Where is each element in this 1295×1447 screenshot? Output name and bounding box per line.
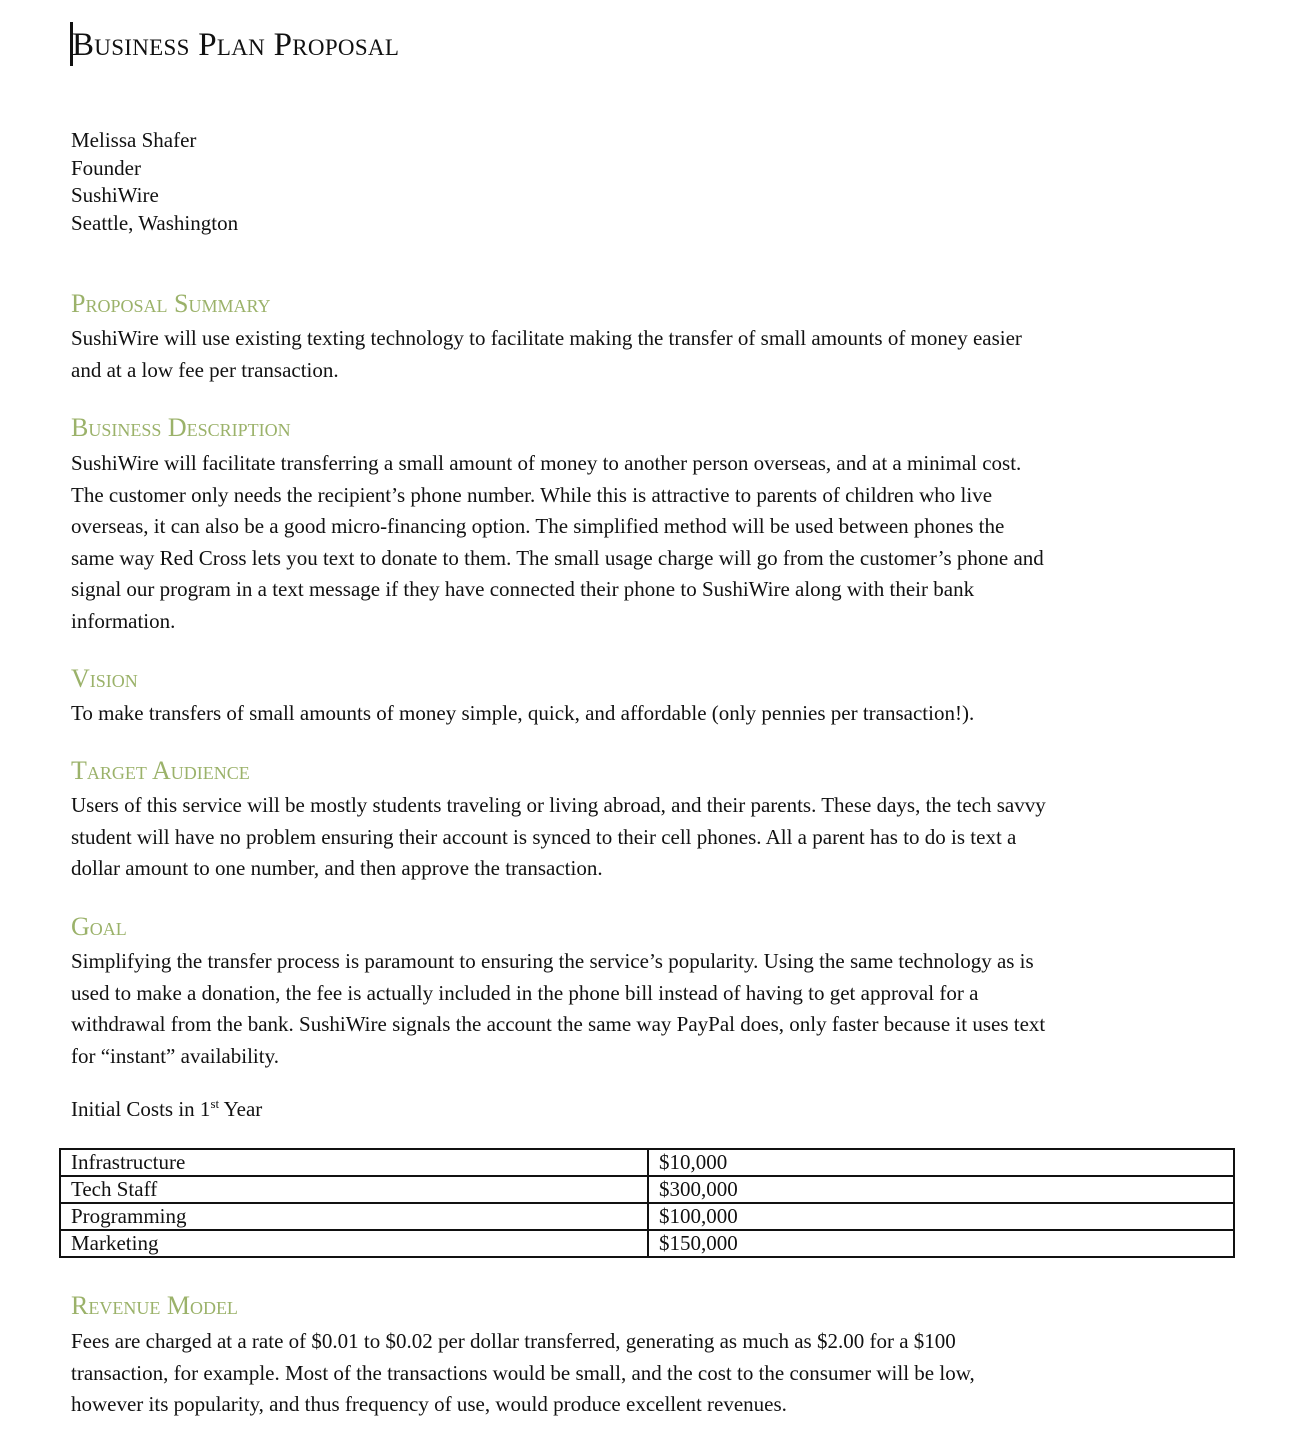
text-line: information. xyxy=(71,608,176,633)
paragraph-vision[interactable] xyxy=(71,698,1231,730)
paragraph-business-description[interactable] xyxy=(71,448,1231,638)
text-line: student will have no problem ensuring their account is synced to their cell phones. All a parent has to do is text a xyxy=(71,824,1017,849)
contact-company[interactable]: SushiWire xyxy=(71,183,159,207)
text-line: Users of this service will be mostly students traveling or living abroad, and their parents. These days, the tech savvy xyxy=(71,793,1046,817)
contact-location[interactable]: Seattle, Washington xyxy=(71,210,239,235)
paragraph-goal[interactable] xyxy=(71,946,1231,1072)
contact-block xyxy=(71,127,238,237)
costs-label-prefix: Initial Costs in 1 xyxy=(71,1097,211,1121)
text-line: however its popularity, and thus frequency of use, would produce excellent revenues. xyxy=(71,1392,787,1417)
text-line: transaction, for example. Most of the transactions would be small, and the cost to the consumer will be low, xyxy=(71,1360,975,1385)
costs-label-suffix: Year xyxy=(219,1097,263,1121)
text-line: Simplifying the transfer process is paramount to ensuring the service’s popularity. Using the same technology as is xyxy=(71,949,1034,973)
costs-label-superscript: st xyxy=(210,1096,220,1111)
costs-table xyxy=(59,1148,1235,1258)
heading-business-description[interactable]: Business Description xyxy=(71,413,291,442)
costs-label[interactable] xyxy=(71,1095,262,1123)
heading-proposal-summary[interactable]: Proposal Summary xyxy=(71,289,271,318)
cost-item-cell[interactable]: Infrastructure xyxy=(60,1149,648,1176)
contact-role[interactable]: Founder xyxy=(71,155,141,180)
heading-goal[interactable]: Goal xyxy=(71,912,127,941)
text-line: signal our program in a text message if they have connected their phone to SushiWire along with their bank xyxy=(71,577,975,602)
cost-amount-cell[interactable]: $150,000 xyxy=(648,1230,1234,1257)
cost-amount-cell[interactable]: $100,000 xyxy=(648,1203,1234,1230)
cost-item-cell[interactable]: Programming xyxy=(60,1203,648,1230)
text-line: withdrawal from the bank. SushiWire signals the account the same way PayPal does, only faster because it uses text xyxy=(71,1012,1046,1037)
text-line: dollar amount to one number, and then approve the transaction. xyxy=(71,856,603,881)
text-line: SushiWire will facilitate transferring a small amount of money to another person overseas, and at a minimal cost. xyxy=(71,451,1022,475)
paragraph-revenue-model[interactable] xyxy=(71,1326,1231,1421)
text-line: The customer only needs the recipient’s phone number. While this is attractive to parents of children who live xyxy=(71,482,993,507)
text-line: and at a low fee per transaction. xyxy=(71,357,339,382)
heading-target-audience[interactable]: Target Audience xyxy=(71,756,250,785)
text-line: for “instant” availability. xyxy=(71,1043,279,1068)
contact-name[interactable]: Melissa Shafer xyxy=(71,128,197,152)
text-line: same way Red Cross lets you text to donate to them. The small usage charge will go from the customer’s phone and xyxy=(71,545,1044,570)
cost-amount-cell[interactable]: $300,000 xyxy=(648,1176,1234,1203)
paragraph-proposal-summary[interactable] xyxy=(71,323,1231,386)
text-line: used to make a donation, the fee is actually included in the phone bill instead of having to get approval for a xyxy=(71,980,979,1005)
text-line: overseas, it can also be a good micro-financing option. The simplified method will be used between phones the xyxy=(71,514,1005,539)
table-row xyxy=(60,1203,1234,1230)
heading-vision[interactable]: Vision xyxy=(71,664,138,693)
table-row xyxy=(60,1149,1234,1176)
cost-item-cell[interactable]: Marketing xyxy=(60,1230,648,1257)
table-row xyxy=(60,1230,1234,1257)
text-line: SushiWire will use existing texting technology to facilitate making the transfer of small amounts of money easier xyxy=(71,326,1022,350)
table-row xyxy=(60,1176,1234,1203)
heading-revenue-model[interactable]: Revenue Model xyxy=(71,1291,238,1320)
document-title[interactable]: Business Plan Proposal xyxy=(72,27,400,63)
text-line: Fees are charged at a rate of $0.01 to $0.02 per dollar transferred, generating as much as $2.00 for a $100 xyxy=(71,1329,956,1353)
paragraph-target-audience[interactable] xyxy=(71,790,1231,885)
text-line: To make transfers of small amounts of money simple, quick, and affordable (only pennies per transaction!). xyxy=(71,701,975,725)
cost-amount-cell[interactable]: $10,000 xyxy=(648,1149,1234,1176)
cost-item-cell[interactable]: Tech Staff xyxy=(60,1176,648,1203)
